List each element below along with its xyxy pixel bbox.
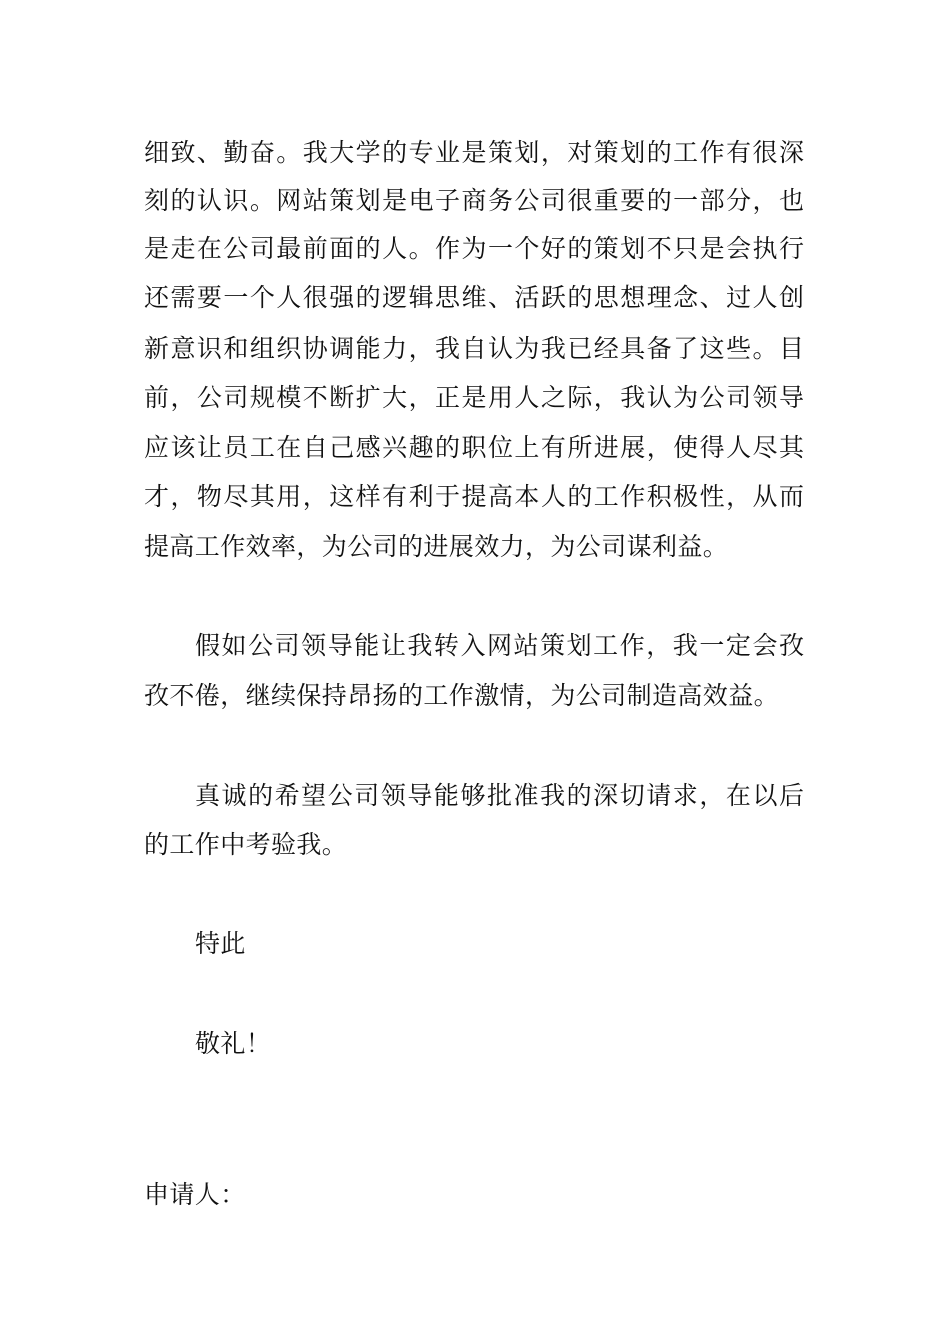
paragraph-2-line-1: 假如公司领导能让我转入网站策划工作，我一定会孜 [195, 631, 804, 660]
closing-line-2: 敬礼！ [195, 1029, 272, 1058]
paragraph-3-line-2: 的工作中考验我。 [144, 830, 348, 859]
paragraph-1-line-1: 细致、勤奋。我大学的专业是策划，对策划的工作有很深 [144, 138, 804, 167]
paragraph-3-line-1: 真诚的希望公司领导能够批准我的深切请求，在以后 [195, 781, 804, 810]
paragraph-1-line-2: 刻的认识。网站策划是电子商务公司很重要的一部分，也 [144, 186, 804, 215]
paragraph-1-line-8: 才，物尽其用，这样有利于提高本人的工作积极性，从而 [144, 482, 804, 511]
paragraph-2-line-2: 孜不倦，继续保持昂扬的工作激情，为公司制造高效益。 [144, 681, 780, 710]
paragraph-1-line-4: 还需要一个人很强的逻辑思维、活跃的思想理念、过人创 [144, 283, 804, 312]
paragraph-1-line-7: 应该让员工在自己感兴趣的职位上有所进展，使得人尽其 [144, 433, 804, 462]
closing-line-1: 特此 [195, 929, 246, 958]
paragraph-1-line-3: 是走在公司最前面的人。作为一个好的策划不只是会执行 [144, 234, 804, 263]
paragraph-1-line-5: 新意识和组织协调能力，我自认为我已经具备了这些。目 [144, 334, 804, 363]
signature-label: 申请人： [144, 1180, 246, 1209]
paragraph-1-line-6: 前，公司规模不断扩大，正是用人之际，我认为公司领导 [144, 383, 804, 412]
paragraph-1-line-9: 提高工作效率，为公司的进展效力，为公司谋利益。 [144, 532, 729, 561]
